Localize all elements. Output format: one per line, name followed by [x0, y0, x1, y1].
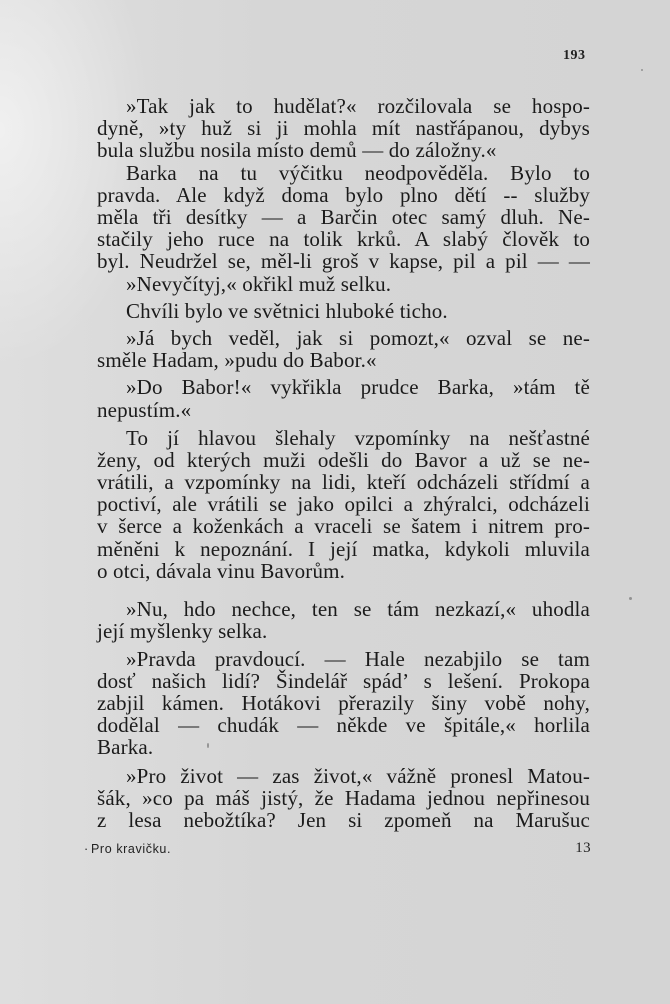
- text-line: zabjil kámen. Hotákovi přerazily šiny vobě nohy,: [97, 691, 590, 715]
- text-line: její myšlenky selka.: [97, 619, 268, 643]
- text-line: dyně, »ty huž si ji mohla mít nastřápanou, dybys: [97, 116, 590, 140]
- text-line: z lesa nebožtíka? Jen si zpomeň na Marušuc: [97, 808, 590, 832]
- text-line: pravda. Ale když doma bylo plno dětí -- služby: [97, 183, 590, 207]
- footer-title: Pro kravičku.: [91, 842, 172, 856]
- signature-mark: 13: [575, 840, 591, 856]
- text-line: ženy, od kterých muži odešli do Bavor a už se ne-: [97, 448, 590, 472]
- text-line: »Pro život — zas život,« vážně pronesl Matou-: [126, 764, 590, 788]
- text-line: v šerce a koženkách a vraceli se šatem i nitrem pro-: [97, 514, 590, 538]
- text-line: poctiví, ale vrátili se jako opilci a zhýralci, odcházeli: [97, 492, 590, 516]
- text-line: Barka na tu výčitku neodpověděla. Bylo to: [126, 161, 590, 185]
- text-line: »Nu, hdo nechce, ten se tám nezkazí,« uhodla: [126, 597, 590, 621]
- page-number: 193: [563, 48, 586, 63]
- text-line: směle Hadam, »pudu do Babor.«: [97, 348, 377, 372]
- text-line: dosť našich lidí? Šindelář spád’ s lešení. Prokopa: [97, 669, 590, 693]
- text-line: »Nevyčítyj,« okřikl muž selku.: [126, 272, 392, 296]
- text-line: vrátili, a vzpomínky na lidi, kteří odcházeli střídmí a: [97, 470, 590, 494]
- text-line: byl. Neudržel se, měl-li groš v kapse, pil a pil — —: [97, 249, 590, 273]
- text-line: o otci, dávala vinu Bavorům.: [97, 559, 345, 583]
- paper-speck: [207, 743, 209, 748]
- text-line: měla tři desítky — a Barčin otec samý dluh. Ne-: [97, 205, 590, 229]
- page-footer: [84, 840, 591, 860]
- text-line: To jí hlavou šlehaly vzpomínky na nešťastné: [126, 426, 590, 450]
- footer-bullet: ·: [84, 842, 89, 856]
- text-line: »Tak jak to hudělat?« rozčilovala se hospo-: [126, 94, 590, 118]
- text-line: stačily jeho ruce na tolik krků. A slabý člověk to: [97, 227, 590, 251]
- text-line: Chvíli bylo ve světnici hluboké ticho.: [126, 299, 448, 323]
- text-line: dodělal — chudák — někde ve špitále,« horlila: [97, 713, 590, 737]
- text-line: Barka.: [97, 735, 154, 759]
- paper-speck: [641, 69, 643, 71]
- text-line: »Do Babor!« vykřikla prudce Barka, »tám tě: [126, 375, 590, 399]
- text-line: »Já bych veděl, jak si pomozt,« ozval se ne-: [126, 326, 590, 350]
- paper-speck: [629, 597, 632, 600]
- text-line: »Pravda pravdoucí. — Hale nezabjilo se tam: [126, 647, 590, 671]
- text-line: bula službu nosila místo demů — do záložny.«: [97, 138, 497, 162]
- text-line: nepustím.«: [97, 398, 192, 422]
- text-line: šák, »co pa máš jistý, že Hadama jednou nepřinesou: [97, 786, 590, 810]
- text-line: měněni k nepoznání. I její matka, kdykoli mluvila: [97, 537, 590, 561]
